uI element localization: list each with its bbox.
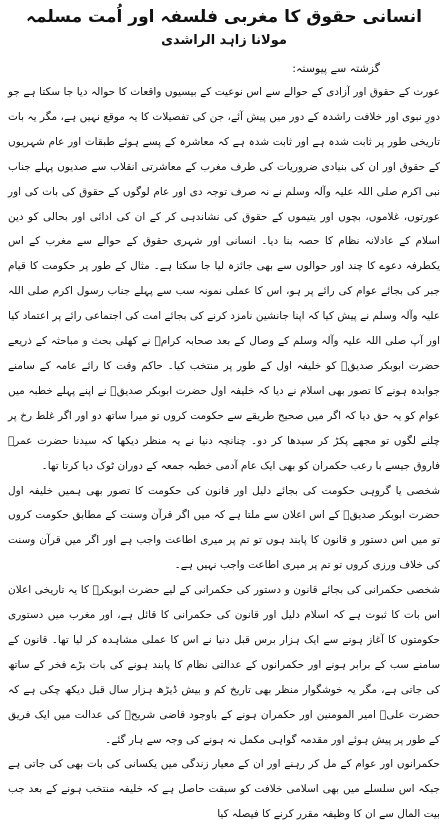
article-body [8,80,440,827]
continuation-note: گزشتہ سے پیوستہ: [292,62,380,75]
article-paragraph: شخصی یا گروہی حکومت کی بجائے دلیل اور قانون کی حکومت کا تصور بھی ہمیں خلیفہ اول حضرت ابوبکر صدیقؓ کے اس اعلان سے ملتا ہے کہ میں اگر قرآن وسنت کے مطابق حکومت کروں تو میں اس دستور و قانون کا پابند ہوں تو تم پر میری اطاعت واجب ہے اور اگر میں قرآن وسنت کی خلاف ورزی کروں تو تم پر میری اطاعت واجب نہیں ہے۔ [8,484,440,572]
article-paragraph: عورت کے حقوق اور آزادی کے حوالے سے اس نوعیت کے بیسیوں واقعات کا حوالہ دیا جا سکتا ہے جو دورِ نبوی اور خلافت راشدہ کے دور میں پیش آئے، جن کی تفصیلات کا یہ موقع نہیں ہے، مگر یہ بات تاریخی طور پر ثابت شدہ ہے اور ثابت شدہ ہے کہ معاشرہ کے پسے ہوئے طبقات اور عام شہریوں کے حقوق اور ان کی بنیادی ضروریات کی طرف مغرب کے معاشرتی انقلاب سے صدیوں پہلے جناب نبی اکرم صلی اللہ علیہ وآلہ وسلم نے نہ صرف توجہ دی اور عام لوگوں کے حقوق کی بات کی اور عورتوں، غلاموں، بچوں اور یتیموں کے حقوق کی نشاندہی کر کے ان کی ادائی اور بحالی کو دین اسلام کے عادلانہ نظام کا حصہ بنا دیا۔ انسانی اور شہری حقوق کے حوالے سے مغرب کے اس یکطرفہ دعوے کا چند اور حوالوں سے بھی جائزہ لیا جا سکتا ہے۔ مثال کے طور پر حکومت کا قیام جبر کی بجائے عوام کی رائے پر ہو، اس کا عملی نمونہ سب سے پہلے جناب رسول اکرم صلی اللہ علیہ وآلہ وسلم نے پیش کیا کہ اپنا جانشین نامزد کرنے کی بجائے امت کی اجتماعی رائے پر اعتماد کیا اور آپ صلی اللہ علیہ وآلہ وسلم کے وصال کے بعد صحابہ کرامؓ نے کھلی بحث و مباحثہ کے ذریعے حضرت ابوبکر صدیقؓ کو خلیفہ اول کے طور پر منتخب کیا۔ حاکم وقت کا رائے عامہ کے سامنے جوابدہ ہونے کا تصور بھی اسلام نے دیا کہ خلیفہ اول حضرت ابوبکر صدیقؓ نے اپنے پہلے خطبہ میں عوام کو یہ حق دیا کہ اگر میں صحیح طریقے سے حکومت کروں تو میرا ساتھ دو اور اگر غلط رخ پر چلنے لگوں تو مجھے پکڑ کر سیدھا کر دو۔ چنانچہ دنیا نے یہ منظر دیکھا کہ سیدنا حضرت عمرؓ فاروق جیسے با رعب حکمران کو بھی ایک عام آدمی خطبہ جمعہ کے دوران ٹوک دیا کرتا تھا۔ [8,86,440,472]
article-paragraph: حکمرانوں اور عوام کے مل کر رہنے اور ان کے معیار زندگی میں یکسانی کی بات بھی کی جاتی ہے جبکہ اس سلسلے میں بھی اسلامی خلافت کو سبقت حاصل ہے کہ خلیفہ منتخب ہونے کے بعد جب بیت المال سے ان کا وظیفہ مقرر کرنے کا فیصلہ کیا [8,758,440,821]
article-paragraph: شخصی حکمرانی کی بجائے قانون و دستور کی حکمرانی کے لیے حضرت ابوبکرؓ کا یہ تاریخی اعلان اس بات کا ثبوت ہے کہ اسلام دلیل اور قانون کی حکمرانی کا قائل ہے، اور مغرب میں دستوری حکومتوں کا آغاز ہونے سے ایک ہزار برس قبل دنیا نے اس کا عملی مشاہدہ کر لیا تھا۔ قانون کے سامنے سب کے برابر ہونے اور حکمرانوں کے عدالتی نظام کا پابند ہونے کی بات بڑے فخر کے ساتھ کی جاتی ہے، مگر یہ خوشگوار منظر بھی تاریخ کم و بیش ڈیڑھ ہزار سال قبل دیکھ چکی ہے کہ حضرت علیؓ امیر المومنین اور حکمران ہونے کے باوجود قاضی شریحؒ کی عدالت میں ایک فریق کے طور پر پیش ہوئے اور مقدمہ گواہی مکمل نہ ہونے کی وجہ سے ہار گئے۔ [8,584,440,746]
article-headline: انسانی حقوق کا مغربی فلسفہ اور اُمت مسلمہ [25,7,422,27]
article-byline: مولانا زاہد الراشدی [161,33,287,48]
